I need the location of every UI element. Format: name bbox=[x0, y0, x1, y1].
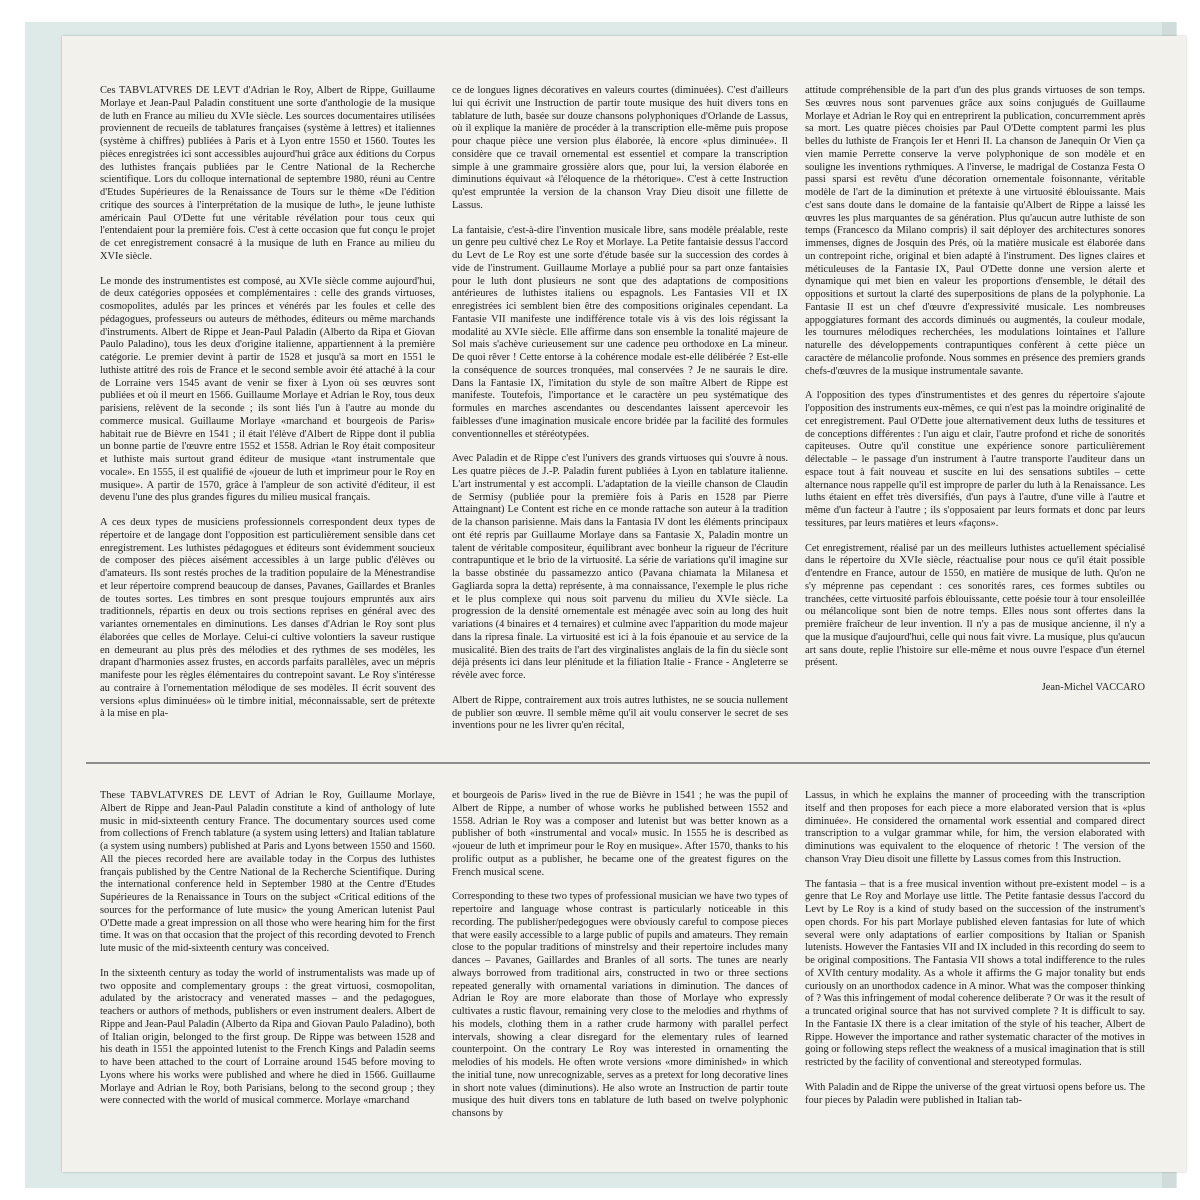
paragraph: A l'opposition des types d'instrumentistes et des genres du répertoire s'ajoute l'opposition des instruments eux-mêmes, ce qui n'est pas la moindre originalité de cet enregistrement. Paul O'Dette joue alternativement deux luths de tessitures et de conceptions différentes : l'un aigu et clair, l'autre profond et riche de sonorités capiteuses. Outre qu'il constitue une expérience sonore particulièrement délectable – le passage d'un instrument à l'autre transporte l'auditeur dans un espace tout à fait nouveau et suscite en lui des sensations subtiles – cette alternance nous rappelle qu'il est impropre de parler du luth à la Renaissance. Les luths étaient en effet très diversifiés, d'un pays à l'autre, d'une ville à l'autre et même d'un facteur à l'autre ; ils s'opposaient par leurs formats et donc par leurs tessitures, par leurs matières et leurs «façons». bbox=[805, 390, 1145, 529]
paragraph: The fantasia – that is a free musical invention without pre-existent model – is a genre that Le Roy and Morlaye use little. The Petite fantasie dessus l'accord du Levt by Le Roy is a kind of study based on the succession of the instrument's open chords. For his part Morlaye published eleven fantasias for lute of which several were only adaptations of earlier compositions by Italian or Spanish lutenists. However the Fantasies VII and IX included in this recording do seem to be original compositions. The Fantasia VII shows a total indifference to the rules of XVIth century modality. As a whole it affirms the G major tonality but ends curiously on an unorthodox cadence in A minor. What was the composer thinking of ? Was this infringement of modal coherence deliberate ? Or was it the result of a truncated original source that has not survived complete ? It is difficult to say. In the Fantasie IX there is a clear imitation of the style of his teacher, Albert de Rippe. However the importance and rather systematic character of the motives in going or following steps reflect the weakness of a musical imagination that is still restricted by the facility of conventional and stereotyped formulas. bbox=[805, 878, 1145, 1068]
french-column-1 bbox=[100, 85, 435, 753]
paragraph: Albert de Rippe, contrairement aux trois autres luthistes, ne se soucia nullement de publier son œuvre. Il semble même qu'il ait voulu conserver le secret de ses inventions pour ne les livrer qu'en récital, bbox=[452, 694, 788, 732]
section-divider bbox=[86, 762, 1150, 764]
paragraph: et bourgeois de Paris» lived in the rue de Bièvre in 1541 ; he was the pupil of Albert de Rippe, a number of whose works he published between 1552 and 1558. Adrian le Roy was a composer and lutenist but was better known as a publisher of both «instrumental and vocal» music. In 1555 he is described as «joueur de luth et imprimeur pour le Roy en musique». After 1570, thanks to his prolific output as a publisher, he became one of the greatest figures on the French musical scene. bbox=[452, 790, 788, 878]
french-column-3 bbox=[805, 85, 1145, 753]
paragraph: attitude compréhensible de la part d'un des plus grands virtuoses de son temps. Ses œuvres nous sont parvenues grâce aux soins conjugués de Guillaume Morlaye et Adrian le Roy qui en entreprirent la publication, concurremment après sa mort. Les quatre pièces choisies par Paul O'Dette comptent parmi les plus belles du luthiste de François Ier et Henri II. La chanson de Janequin Or Vien ça vien mamie Perrette conserve la verve polyphonique de son modèle et en souligne les inventions rythmiques. A l'inverse, le madrigal de Costanza Festa O passi sparsi est revêtu d'une décoration ornementale foisonnante, véritable modèle de l'art de la diminution et prétexte à une virtuosité éblouissante. Mais c'est sans doute dans le domaine de la fantaisie qu'Albert de Rippe a laissé les œuvres les plus marquantes de sa génération. Plus qu'aucun autre luthiste de son temps (Francesco da Milano compris) il sait déployer des architectures sonores immenses, dignes de Josquin des Prés, où la matière musicale est élaborée dans un contrepoint riche, original et bien adapté à l'instrument. Des lignes claires et méticuleuses de la Fantasie IX, Paul O'Dette donne une version alerte et dynamique qui met bien en valeur les proportions d'ensemble, le détail des oppositions et surtout la clarté des superpositions de plans de la polyphonie. La Fantasie II est un chef d'œuvre d'expressivité musicale. Les nombreuses appoggiatures formant des accords diminués ou augmentés, la couleur modale, les tournures mélodiques recherchées, les modulations lointaines et l'allure naturelle des développements contrapuntiques confèrent à cette pièce un caractère de mélancolie profonde. Nous sommes en présence des premiers grands chefs-d'œuvres de la musique instrumentale savante. bbox=[805, 85, 1145, 377]
paragraph: A ces deux types de musiciens professionnels correspondent deux types de répertoire et de langage dont l'opposition est particulièrement sensible dans cet enregistrement. Les luthistes pédagogues et éditeurs sont évidemment soucieux de composer des pièces aisément accessibles à un large public d'élèves ou d'amateurs. Ils sont restés proches de la tradition populaire de la Ménestrandise et leur répertoire comprend beaucoup de danses, Pavanes, Gaillardes et Branles de toutes sortes. Les timbres en sont presque toujours empruntés aux airs traditionnels, répartis en deux ou trois sections reprises en général avec des variantes ornementales en diminutions. Les danses d'Adrian le Roy sont plus élaborées que celles de Morlaye. Celui-ci cultive volontiers la saveur rustique en demeurant au plus près des mélodies et des rythmes de ses modèles, les drapant d'harmonies assez frustes, en accords parfaits parallèles, avec un mépris manifeste pour les règles élémentaires du contrepoint savant. Le Roy s'intéresse au contraire à l'ornementation mélodique de ses modèles. Il écrit souvent des versions «plus diminuées» où le timbre initial, méconnaissable, sert de prétexte à la mise en pla- bbox=[100, 517, 435, 720]
english-column-3 bbox=[805, 790, 1145, 1160]
paragraph: Cet enregistrement, réalisé par un des meilleurs luthistes actuellement spécialisé dans le répertoire du XVIe siècle, réactualise pour nous ce qu'il était possible d'entendre en France, autour de 1550, en matière de musique de luth. Qu'on ne s'y méprenne pas cependant : ces sonorités rares, ces formes subtiles ou tranchées, cette virtuosité parfois éblouissante, cette poésie tour à tour ensoleillée ou mélancolique sont bien de notre temps. Elles nous sont offertes dans la première fraîcheur de leur invention. Il n'y a pas de musique ancienne, il n'y a que la musique d'aujourd'hui, celle qui nous fait vivre. La musique, plus qu'aucun art sans doute, replie l'histoire sur elle-même et nous ouvre l'espace d'un éternel présent. bbox=[805, 542, 1145, 669]
english-column-2 bbox=[452, 790, 788, 1160]
paragraph: ce de longues lignes décoratives en valeurs courtes (diminuées). C'est d'ailleurs lui qui écrivit une Instruction de partir toute musique des huit divers tons en tablature de luth, basée sur douze chansons polyphoniques d'Orlande de Lassus, où il explique la manière de procéder à la transcription elle-même puis propose pour chaque pièce une version plus élaborée, là encore «plus diminuée». Il considère que ce travail ornemental est essentiel et compare la transcription simple à une grammaire grossière alors que, pour lui, la version élaborée en diminutions équivaut «à l'éloquence de la rhétorique». C'est à cette Instruction qu'est empruntée la version de la chanson Vray Dieu disoit une fillette de Lassus. bbox=[452, 85, 788, 211]
paragraph: Avec Paladin et de Rippe c'est l'univers des grands virtuoses qui s'ouvre à nous. Les quatre pièces de J.-P. Paladin furent publiées à Lyon en tablature italienne. L'art instrumental y est accompli. L'adaptation de la vieille chanson de Claudin de Sermisy (publiée pour la première fois à Paris en 1528 par Pierre Attaingnant) Le Content est riche en ce monde rattache son auteur à la tradition de la chanson parisienne. Mais dans la Fantasia IV dont les éléments principaux ont été repris par Guillaume Morlaye dans sa Fantasie X, Paladin montre un talent de véritable compositeur, équilibrant avec bonheur la rigueur de l'écriture contrapuntique et le brio de la virtuosité. La série de variations qu'il imagine sur la basse obstinée du passamezzo antico (Pavana chiamata la Milanesa et Gagliarda sopra la detta) représente, à ma connaissance, l'exemple le plus riche et le plus complexe qui nous soit parvenu du milieu du XVIe siècle. La progression de la densité ornementale est ménagée avec soin au long des huit variations (4 binaires et 4 ternaires) et culmine avec l'apparition du mode majeur dans la ripresa finale. La virtuosité est ici à la fois épanouie et au service de la musicalité. Bien des traits de l'art des virginalistes anglais de la fin du siècle sont déjà présents ici dans leur plénitude et la filiation Italie - France - Angleterre se révèle avec force. bbox=[452, 453, 788, 681]
paragraph: Lassus, in which he explains the manner of proceeding with the transcription itself and then proposes for each piece a more elaborated version that is «plus diminuée». He considered the ornamental work essential and compared direct transcription to a vulgar grammar while, for him, the version elaborated with diminutions was equivalent to the eloquence of rhetoric ! The version of the chanson Vray Dieu disoit une fillette by Lassus comes from this Instruction. bbox=[805, 790, 1145, 865]
author-signature: Jean-Michel VACCARO bbox=[1041, 682, 1145, 693]
paragraph: Le monde des instrumentistes est composé, au XVIe siècle comme aujourd'hui, de deux catégories opposées et complémentaires : celle des grands virtuoses, cosmopolites, adulés par les princes et vénérés par les foules et celle des pédagogues, professeurs ou auteurs de méthodes, éditeurs ou même marchands d'instruments. Albert de Rippe et Jean-Paul Paladin (Alberto da Ripa et Giovan Paulo Paladino), tous les deux d'origine italienne, appartiennent à la première catégorie. Le premier devint à partir de 1528 et jusqu'à sa mort en 1551 le luthiste attitré des rois de France et le second semble avoir été attaché à la cour de Lorraine vers 1545 avant de venir se fixer à Lyon où ses œuvres sont publiées et où il meurt en 1566. Guillaume Morlaye et Adrian le Roy, tous deux parisiens, relèvent de la seconde ; ils sont liés l'un à l'autre au monde du commerce musical. Guillaume Morlaye «marchand et bourgeois de Paris» habitait rue de Bièvre en 1541 ; il était l'élève d'Albert de Rippe dont il publia un bonne partie de l'œuvre entre 1552 et 1558. Adrian le Roy était compositeur et luthiste mais surtout grand éditeur de musique «tant instrumentale que vocale». En 1555, il est qualifié de «joueur de luth et imprimeur pour le Roy en musique». A partir de 1570, grâce à l'ampleur de son activité d'éditeur, il est devenu l'une des plus grandes figures du milieu musical français. bbox=[100, 275, 435, 504]
french-column-2 bbox=[452, 85, 788, 753]
paragraph: These TABVLATVRES DE LEVT of Adrian le Roy, Guillaume Morlaye, Albert de Rippe and Jean-Paul Paladin constitute a kind of anthology of lute music in mid-sixteenth century France. The documentary sources used come from collections of French tablature (a system using letters) and Italian tablature (a system using numbers) published at Paris and Lyons between 1550 and 1560. All the pieces recorded here are available today in the Corpus des luthistes français published by the Centre National de la Recherche Scientifique. During the international conference held in September 1980 at the Centre d'Etudes Supérieures de la Renaissance in Tours on the subject «Critical editions of the sources for the performance of lute music» the young American lutenist Paul O'Dette made a great impression on all those who were hearing him for the first time. It was on that occasion that the project of this recording devoted to French lute music of the mid-sixteenth century was conceived. bbox=[100, 790, 435, 954]
paragraph: Ces TABVLATVRES DE LEVT d'Adrian le Roy, Albert de Rippe, Guillaume Morlaye et Jean-Paul Paladin constituent une sorte d'anthologie de la musique de luth en France au milieu du XVIe siècle. Les sources documentaires utilisées proviennent de recueils de tablatures françaises (système à lettres) et italiennes (système à chiffres) publiées à Paris et à Lyon entre 1550 et 1560. Toutes les pièces enregistrées ici sont accessibles aujourd'hui grâce aux éditions du Corpus des luthistes français publiées par le Centre National de la Recherche scientifique. Lors du colloque international de septembre 1980, réuni au Centre d'Etudes Supérieures de la Renaissance de Tours sur le thème «De l'édition critique des sources à l'interprétation de la musique de luth», le jeune luthiste américain Paul O'Dette fut une véritable révélation pour tous ceux qui l'entendaient pour la première fois. C'est à cette occasion que fut conçu le projet de cet enregistrement consacré à la musique de luth en France au milieu du XVIe siècle. bbox=[100, 85, 435, 262]
paragraph: In the sixteenth century as today the world of instrumentalists was made up of two opposite and complementary groups : the great virtuosi, cosmopolitan, adulated by the aristocracy and venerated masses – and the pedagogues, teachers or authors of methods, publishers or even instrument dealers. Albert de Rippe and Jean-Paul Paladin (Alberto da Ripa and Giovan Paulo Paladino), both of Italian origin, belonged to the first group. De Rippe was between 1528 and his death in 1551 the appointed lutenist to the French Kings and Paladin seems to have been attached to the court of Lorraine around 1545 before moving to Lyons where his works were published and where he died in 1566. Guillaume Morlaye and Adrian le Roy, both Parisians, belong to the second group ; they were connected with the world of musical commerce. Morlaye «marchand bbox=[100, 967, 435, 1107]
paragraph: La fantaisie, c'est-à-dire l'invention musicale libre, sans modèle préalable, reste un genre peu cultivé chez Le Roy et Morlaye. La Petite fantaisie dessus l'accord du Levt de Le Roy est une sorte d'étude basée sur la succession des cordes à vide de l'instrument. Guillaume Morlaye a publié pour sa part onze fantaisies pour le luth dont plusieurs ne sont que des adaptations de compositions antérieures de luthistes italiens ou espagnols. Les Fantasies VII et IX enregistrées ici semblent bien être des compositions originales cependant. La Fantasie VII manifeste une indifférence totale vis à vis des lois régissant la modalité au XVIe siècle. Elle affirme dans son ensemble la tonalité majeure de Sol mais s'achève curieusement sur une cadence peu orthodoxe en La mineur. De quoi rêver ! Cette entorse à la cohérence modale est-elle délibérée ? Est-elle la conséquence de sources tronquées, mal conservées ? Je ne saurais le dire. Dans la Fantasie IX, l'imitation du style de son maître Albert de Rippe est manifeste. Toutefois, l'importance et le caractère un peu systématique des formules en marches ascendantes ou descendantes laissent apercevoir les faiblesses d'une imagination musicale encore bridée par la facilité des formules conventionnelles et stéréotypées. bbox=[452, 224, 788, 440]
english-column-1 bbox=[100, 790, 435, 1160]
paragraph: With Paladin and de Rippe the universe of the great virtuosi opens before us. The four pieces by Paladin were published in Italian tab- bbox=[805, 1081, 1145, 1106]
paragraph: Corresponding to these two types of professional musician we have two types of repertoire and language whose contrast is particularly noticeable in this recording. The publisher/pedegogues were obviously careful to compose pieces that were easily accessible to a large public of pupils and amateurs. They remain close to the popular traditions of minstrelsy and their repertoire includes many dances – Pavanes, Gaillardes and Branles of all sorts. The tunes are nearly always borrowed from traditional airs, constructed in two or three sections repeated generally with ornamental variations in diminution. The dances of Adrian le Roy are more elaborate than those of Morlaye who expressly cultivates a rustic flavour, remaining very close to the melodies and rhythms of his models, clothing them in a rather crude harmony with parallel perfect intervals, showing a clear disregard for the elementary rules of learned counterpoint. On the contrary Le Roy was interested in ornamenting the melodies of his models. He often wrote versions «more diminished» in which the initial tune, now unrecognizable, serves as a pretext for long decorative lines in short note values (diminutions). He also wrote an Instruction de partir toute musique des huit divers tons en tablature de luth based on twelve polyphonic chansons by bbox=[452, 891, 788, 1119]
